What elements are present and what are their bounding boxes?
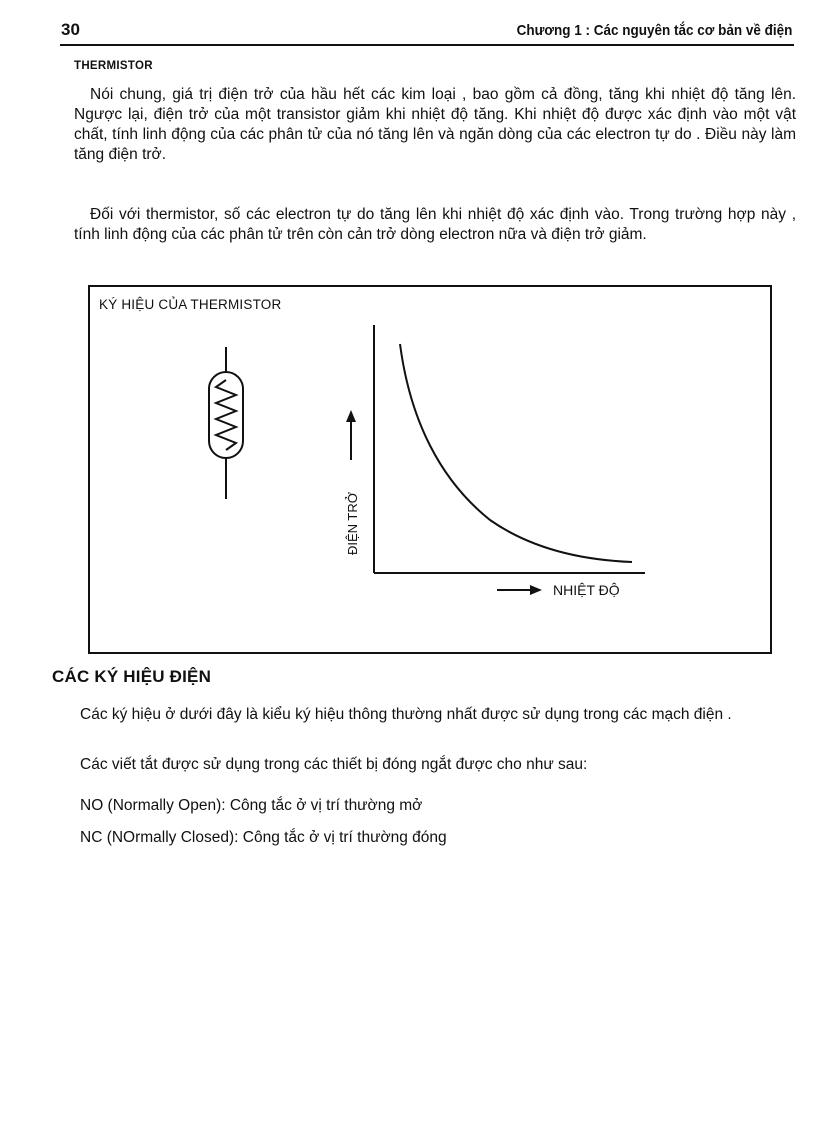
- symbols-heading: CÁC KÝ HIỆU ĐIỆN: [52, 667, 212, 686]
- abbrev-intro: Các viết tắt được sử dụng trong các thiết bị đóng ngắt được cho như sau:: [80, 756, 588, 773]
- symbols-paragraph: Các ký hiệu ở dưới đây là kiểu ký hiệu thông thường nhất được sử dụng trong các mạch điện .: [80, 706, 732, 723]
- thermistor-heading: THERMISTOR: [74, 60, 153, 72]
- page-number: 30: [61, 20, 80, 39]
- y-axis-label: ĐIỆN TRỞ: [345, 492, 360, 555]
- thermistor-paragraph-2: Đối với thermistor, số các electron tự do tăng lên khi nhiệt độ xác định vào. Trong trường hợp này , tính linh động của các phân tử trên còn cản trở dòng electron nữa và điện trở giảm.: [74, 206, 796, 243]
- thermistor-symbol-icon: [209, 347, 243, 499]
- arrow-up-icon: [346, 410, 356, 460]
- figure-title: KÝ HIỆU CỦA THERMISTOR: [99, 297, 282, 312]
- resistance-curve: [400, 344, 632, 562]
- graph-axes: [374, 325, 645, 573]
- arrow-right-icon: [497, 585, 542, 595]
- thermistor-paragraph-1: Nói chung, giá trị điện trở của hầu hết các kim loại , bao gồm cả đồng, tăng khi nhiệt độ tăng lên. Ngược lại, điện trở của một transistor giảm khi nhiệt độ tăng. Khi nhiệt độ được xác định vào một vật chất, tính linh động của các phân tử của nó tăng lên và ngăn dòng của các electron tự do . Điều này làm tăng điện trở.: [74, 86, 796, 163]
- no-definition: NO (Normally Open): Công tắc ở vị trí thường mở: [80, 797, 423, 814]
- nc-definition: NC (NOrmally Closed): Công tắc ở vị trí thường đóng: [80, 829, 447, 846]
- chapter-header: Chương 1 : Các nguyên tắc cơ bản về điện: [516, 22, 792, 39]
- x-axis-label: NHIỆT ĐỘ: [553, 582, 620, 598]
